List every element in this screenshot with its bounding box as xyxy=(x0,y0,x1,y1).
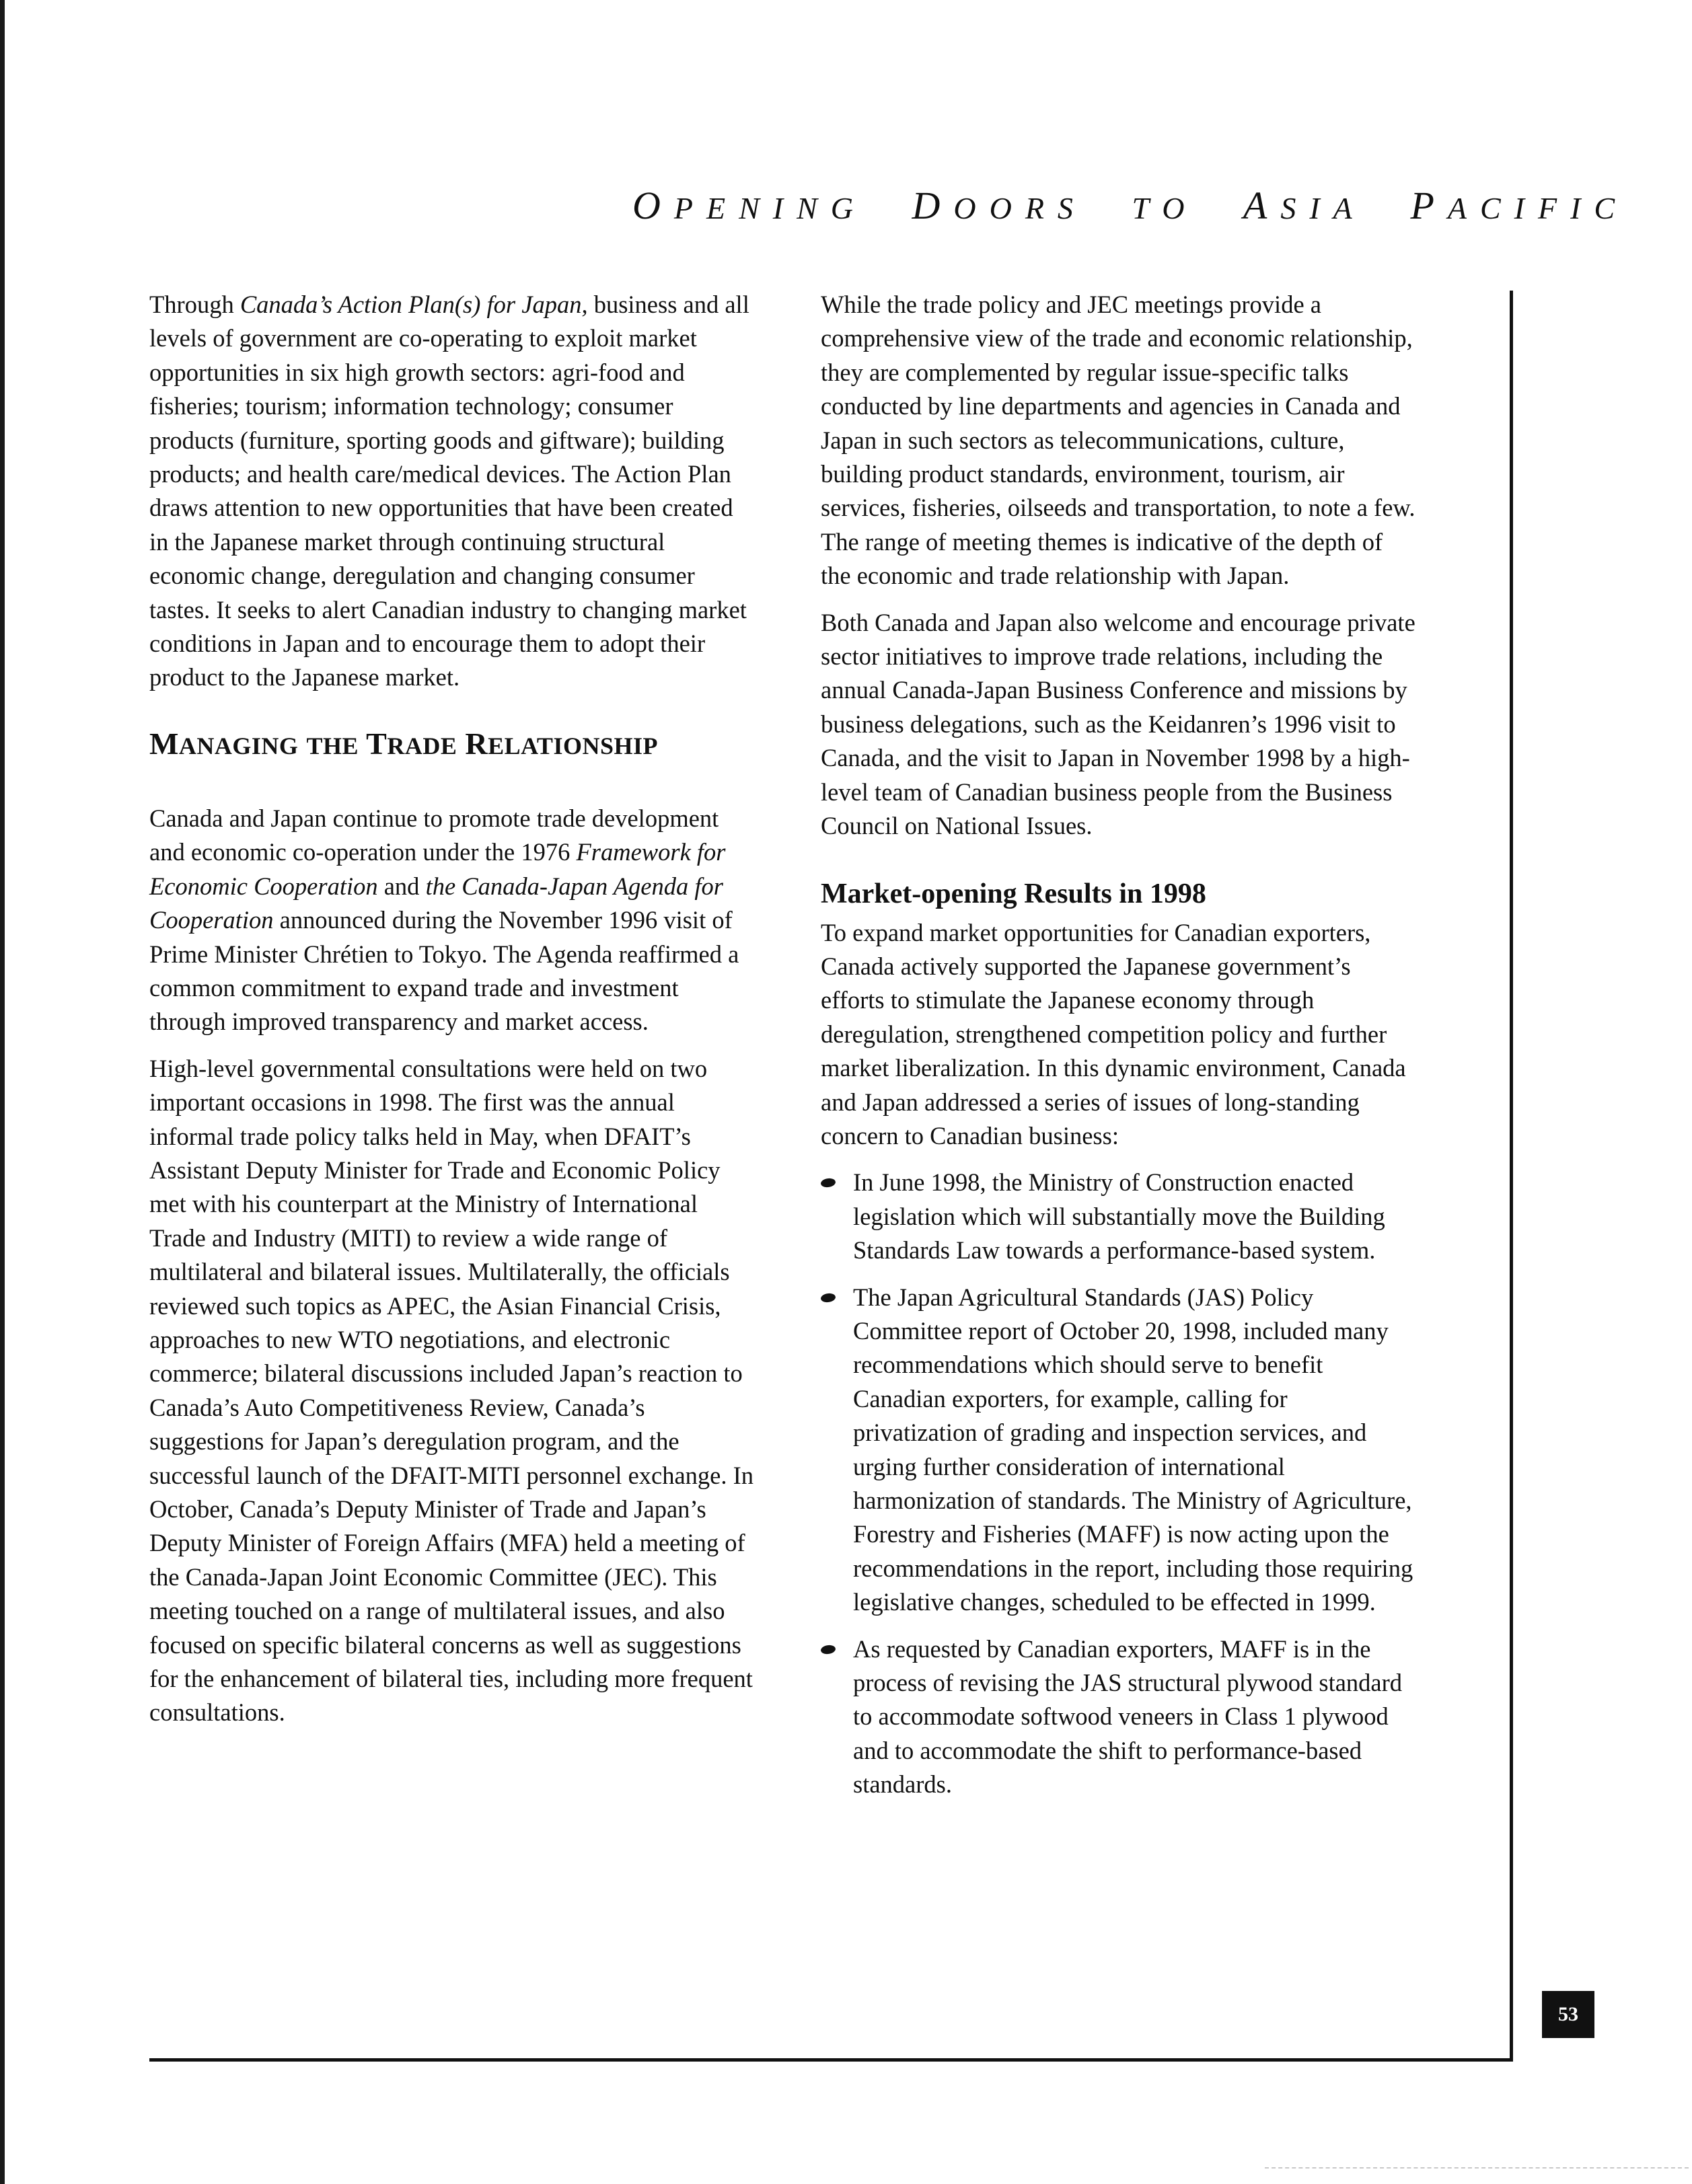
running-head-word: ASIA xyxy=(1243,184,1365,227)
page-number: 53 xyxy=(1542,1991,1594,2038)
bullet-icon xyxy=(820,1178,836,1189)
scan-edge xyxy=(0,0,5,2184)
bullet-icon xyxy=(820,1292,836,1303)
paragraph: Through Canada’s Action Plan(s) for Japan, business and all levels of government are co-operating to exploit market opportunities in six high growth sectors: agri-food and fisheries; tourism; information technology; consumer products (furniture, sporting goods and giftware); building products; and health care/medical devices. The Action Plan draws attention to new opportunities that have been created in the Japanese market through continuing structural economic change, deregulation and changing consumer tastes. It seeks to alert Canadian industry to changing market conditions in Japan and to encourage them to adopt their product to the Japanese market. xyxy=(149,291,749,691)
bullet-icon xyxy=(820,1644,836,1655)
paragraph: To expand market opportunities for Canadian exporters, Canada actively supported the Japanese government’s efforts to stimulate the Japanese economy through deregulation, strengthened competition policy and further market liberalization. In this dynamic environment, Canada and Japan addressed a series of issues of long-standing concern to Canadian business: xyxy=(821,918,1406,1150)
running-head-word: OPENING xyxy=(632,184,867,227)
right-column xyxy=(821,288,1416,1815)
paragraph: Both Canada and Japan also welcome and encourage private sector initiatives to improve trade relations, including the annual Canada-Japan Business Conference and missions by business delegations, such as the Keidanren’s 1996 visit to Canada, and the visit to Japan in November 1998 by a high-level team of Canadian business people from the Business Council on National Issues. xyxy=(821,608,1415,840)
running-head-word: TO xyxy=(1132,191,1198,225)
paragraph: While the trade policy and JEC meetings provide a comprehensive view of the trade and economic relationship, they are complemented by regular issue-specific talks conducted by line departments and agencies in Canada and Japan in such sectors as telecommunications, culture, building product standards, environment, tourism, air services, fisheries, oilseeds and transportation, to note a few. The range of meeting themes is indicative of the depth of the economic and trade relationship with Japan. xyxy=(821,291,1415,590)
section-heading: MANAGING THE TRADE RELATIONSHIP xyxy=(149,726,658,761)
vertical-rule xyxy=(1510,291,1513,2061)
paragraph: High-level governmental consultations were held on two important occasions in 1998. The first was the annual informal trade policy talks held in May, when DFAIT’s Assistant Deputy Minister for Trade and Economic Policy met with his counterpart at the Ministry of International Trade and Industry (MITI) to review a wide range of multilateral and bilateral issues. Multilaterally, the officials reviewed such topics as APEC, the Asian Financial Crisis, approaches to new WTO negotiations, and electronic commerce; bilateral discussions included Japan’s reaction to Canada’s Auto Competitiveness Review, Canada’s suggestions for Japan’s deregulation program, and the successful launch of the DFAIT-MITI personnel exchange. In October, Canada’s Deputy Minister of Trade and Japan’s Deputy Minister of Foreign Affairs (MFA) held a meeting of the Canada-Japan Joint Economic Committee (JEC). This meeting touched on a range of multilateral issues, and also focused on specific bilateral concerns as well as suggestions for the enhancement of bilateral ties, including more frequent consultations. xyxy=(149,1054,754,1727)
bullet-list xyxy=(821,1166,1416,1801)
bottom-rule xyxy=(149,2058,1513,2062)
paragraph: Canada and Japan continue to promote trade development and economic co-operation under the 1976 Framework for Economic Cooperation and the Canada-Japan Agenda for Cooperation announced during the November 1996 visit of Prime Minister Chrétien to Tokyo. The Agenda reaffirmed a common commitment to expand trade and investment through improved transparency and market access. xyxy=(149,804,739,1036)
list-item: The Japan Agricultural Standards (JAS) Policy Committee report of October 20, 1998, included many recommendations which should serve to benefit Canadian exporters, for example, calling for privatization of grading and inspection services, and urging further consideration of international harmonization of standards. The Ministry of Agriculture, Forestry and Fisheries (MAFF) is now acting upon the recommendations in the report, including those requiring legislative changes, scheduled to be effected in 1999. xyxy=(821,1281,1416,1620)
running-head xyxy=(632,183,1629,228)
list-item: In June 1998, the Ministry of Construction enacted legislation which will substantially move the Building Standards Law towards a performance-based system. xyxy=(821,1166,1416,1267)
left-column xyxy=(149,288,758,1743)
running-head-word: PACIFIC xyxy=(1410,184,1629,227)
running-head-word: DOORS xyxy=(912,184,1087,227)
list-item: As requested by Canadian exporters, MAFF is in the process of revising the JAS structural plywood standard to accommodate softwood veneers in Class 1 plywood and to accommodate the shift to performance-based standards. xyxy=(821,1632,1416,1802)
subsection-heading: Market-opening Results in 1998 xyxy=(821,878,1206,909)
scan-artifact-dash xyxy=(1265,2167,1689,2169)
